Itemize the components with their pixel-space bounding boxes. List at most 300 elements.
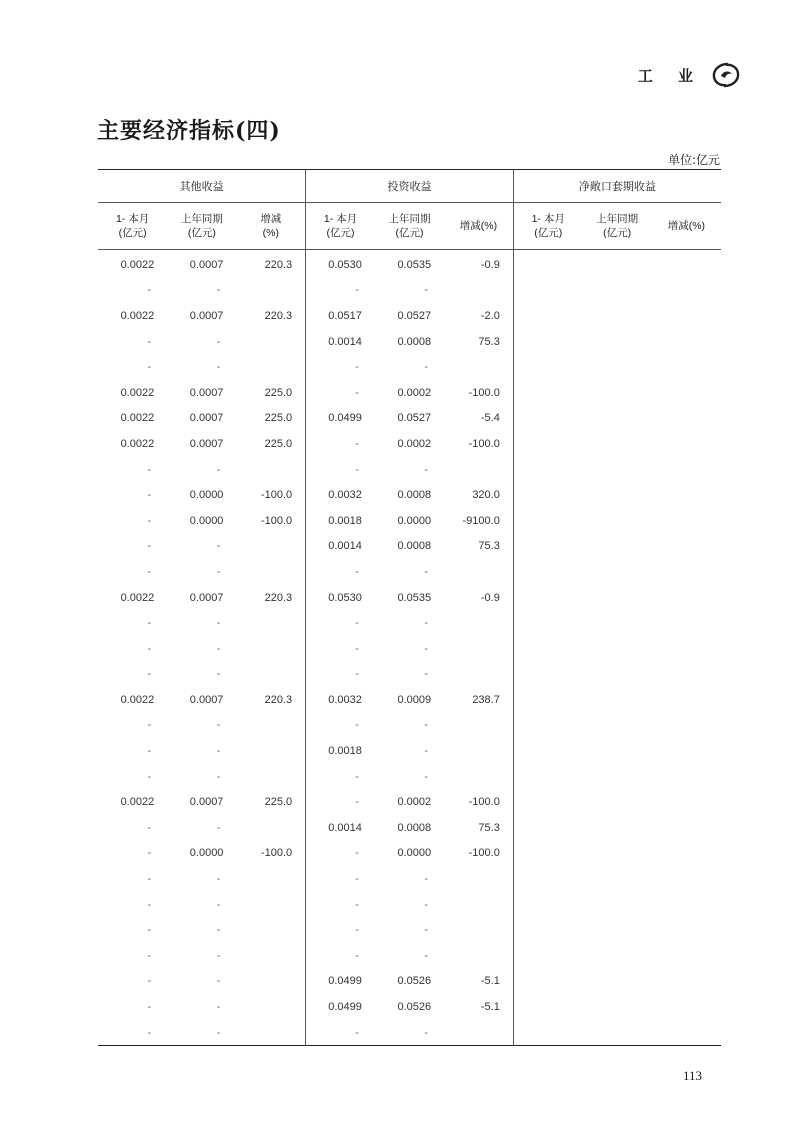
table-cell bbox=[513, 610, 582, 636]
table-cell bbox=[583, 457, 652, 483]
table-row bbox=[98, 841, 721, 867]
table-cell: - bbox=[147, 361, 152, 374]
table-row bbox=[98, 917, 721, 943]
table-cell: - bbox=[216, 284, 221, 297]
table-cell: 0.0018 bbox=[328, 514, 362, 527]
table-cell bbox=[652, 250, 721, 278]
table-cell: 320.0 bbox=[444, 482, 513, 508]
table-cell bbox=[444, 738, 513, 764]
table-cell bbox=[236, 892, 305, 918]
table-cell bbox=[652, 534, 721, 560]
table-cell bbox=[652, 892, 721, 918]
table-row bbox=[98, 406, 721, 432]
table-cell bbox=[513, 662, 582, 688]
table-cell bbox=[513, 559, 582, 585]
table-cell bbox=[652, 329, 721, 355]
table-cell: 238.7 bbox=[444, 687, 513, 713]
table-cell: 0.0022 bbox=[120, 591, 155, 604]
table-cell: 0.0008 bbox=[397, 489, 432, 502]
table-cell bbox=[583, 303, 652, 329]
table-cell bbox=[513, 943, 582, 969]
sub-header-cell: 1- 本月 (亿元) bbox=[306, 203, 375, 250]
table-cell: - bbox=[424, 719, 429, 732]
table-row bbox=[98, 431, 721, 457]
table-row bbox=[98, 969, 721, 995]
table-cell: - bbox=[355, 796, 359, 809]
table-cell bbox=[583, 969, 652, 995]
table-cell: - bbox=[355, 847, 359, 860]
table-cell: 0.0007 bbox=[189, 437, 224, 450]
table-row bbox=[98, 866, 721, 892]
table-cell: - bbox=[147, 770, 152, 783]
sub-header-cell: 1- 本月 (亿元) bbox=[513, 203, 582, 250]
table-cell: 0.0527 bbox=[397, 412, 432, 425]
table-cell: - bbox=[147, 821, 152, 834]
table-cell bbox=[513, 764, 582, 790]
table-cell: - bbox=[147, 284, 152, 297]
table-cell: 0.0014 bbox=[328, 540, 362, 553]
table-cell: 0.0022 bbox=[120, 796, 155, 809]
table-cell bbox=[513, 994, 582, 1020]
table-cell bbox=[444, 354, 513, 380]
table-cell bbox=[583, 559, 652, 585]
table-cell: - bbox=[216, 1001, 221, 1014]
table-cell: - bbox=[355, 617, 359, 630]
table-cell: - bbox=[424, 668, 429, 681]
table-cell: 0.0535 bbox=[397, 591, 432, 604]
table-cell: 0.0002 bbox=[397, 386, 432, 399]
table-cell bbox=[236, 943, 305, 969]
table-cell bbox=[513, 406, 582, 432]
table-cell: 0.0022 bbox=[120, 412, 155, 425]
table-cell bbox=[652, 866, 721, 892]
table-cell: - bbox=[216, 361, 221, 374]
table-row bbox=[98, 380, 721, 406]
table-cell: 0.0022 bbox=[120, 693, 155, 706]
sub-header-cell: 上年同期 (亿元) bbox=[167, 203, 236, 250]
table-cell bbox=[652, 482, 721, 508]
table-cell bbox=[513, 636, 582, 662]
table-cell: 0.0007 bbox=[189, 412, 224, 425]
table-cell bbox=[652, 431, 721, 457]
table-cell bbox=[236, 329, 305, 355]
table-row bbox=[98, 534, 721, 560]
table-cell bbox=[444, 457, 513, 483]
table-cell bbox=[513, 278, 582, 304]
table-cell bbox=[583, 815, 652, 841]
table-cell bbox=[513, 815, 582, 841]
table-row bbox=[98, 354, 721, 380]
table-cell: - bbox=[355, 361, 359, 374]
table-cell bbox=[236, 815, 305, 841]
table-cell bbox=[583, 687, 652, 713]
table-cell: -9100.0 bbox=[444, 508, 513, 534]
table-cell bbox=[652, 789, 721, 815]
table-row bbox=[98, 303, 721, 329]
table-cell: - bbox=[306, 1020, 375, 1046]
table-cell bbox=[652, 406, 721, 432]
table-cell bbox=[444, 278, 513, 304]
table-cell bbox=[236, 662, 305, 688]
table-cell: - bbox=[147, 565, 152, 578]
table-cell bbox=[513, 508, 582, 534]
table-cell bbox=[236, 917, 305, 943]
table-cell: - bbox=[147, 489, 152, 502]
table-cell bbox=[652, 636, 721, 662]
table-cell: - bbox=[216, 719, 221, 732]
table-cell: - bbox=[424, 898, 429, 911]
table-cell bbox=[444, 662, 513, 688]
table-cell: 0.0008 bbox=[397, 821, 432, 834]
table-cell bbox=[583, 610, 652, 636]
table-row bbox=[98, 994, 721, 1020]
table-row bbox=[98, 764, 721, 790]
table-cell bbox=[652, 764, 721, 790]
table-cell bbox=[236, 559, 305, 585]
table-cell: - bbox=[355, 642, 359, 655]
sub-header-row bbox=[98, 203, 721, 250]
table-cell: 0.0007 bbox=[189, 386, 224, 399]
table-cell: - bbox=[355, 719, 359, 732]
table-row bbox=[98, 457, 721, 483]
table-cell bbox=[652, 610, 721, 636]
table-cell bbox=[583, 329, 652, 355]
table-cell: -100.0 bbox=[444, 841, 513, 867]
table-cell: - bbox=[216, 617, 221, 630]
table-cell bbox=[652, 969, 721, 995]
table-cell bbox=[652, 994, 721, 1020]
table-cell bbox=[236, 738, 305, 764]
table-cell: - bbox=[147, 540, 152, 553]
table-cell: - bbox=[167, 1020, 236, 1046]
table-row bbox=[98, 687, 721, 713]
table-cell: 0.0517 bbox=[328, 309, 362, 322]
table-row bbox=[98, 329, 721, 355]
table-cell: - bbox=[424, 745, 429, 758]
table-cell bbox=[583, 534, 652, 560]
table-cell: 220.3 bbox=[236, 585, 305, 611]
table-cell: 0.0000 bbox=[189, 847, 224, 860]
table-cell bbox=[583, 278, 652, 304]
table-cell: 0.0002 bbox=[397, 796, 432, 809]
table-cell bbox=[583, 917, 652, 943]
table-cell: 0.0530 bbox=[328, 258, 362, 271]
table-cell bbox=[236, 866, 305, 892]
table-cell: 0.0022 bbox=[120, 258, 155, 271]
table-cell: 0.0022 bbox=[120, 437, 155, 450]
table-cell bbox=[236, 457, 305, 483]
table-cell: 220.3 bbox=[236, 250, 305, 278]
table-cell: - bbox=[147, 642, 152, 655]
table-cell bbox=[513, 380, 582, 406]
table-cell bbox=[236, 969, 305, 995]
table-cell bbox=[513, 585, 582, 611]
table-cell: - bbox=[147, 975, 152, 988]
table-cell: 0.0007 bbox=[189, 258, 224, 271]
table-cell: - bbox=[216, 898, 221, 911]
table-cell bbox=[652, 713, 721, 739]
table-cell bbox=[236, 713, 305, 739]
table-cell bbox=[444, 1020, 513, 1046]
table-cell: - bbox=[147, 335, 152, 348]
table-cell: - bbox=[216, 975, 221, 988]
table-cell bbox=[583, 738, 652, 764]
table-cell bbox=[444, 943, 513, 969]
table-cell bbox=[513, 329, 582, 355]
table-cell bbox=[236, 994, 305, 1020]
table-cell: -100.0 bbox=[444, 380, 513, 406]
table-row bbox=[98, 815, 721, 841]
table-cell: 0.0022 bbox=[120, 309, 155, 322]
table-cell: -2.0 bbox=[444, 303, 513, 329]
table-cell: - bbox=[216, 565, 221, 578]
table-row bbox=[98, 662, 721, 688]
table-cell bbox=[652, 457, 721, 483]
table-cell: 0.0499 bbox=[328, 412, 362, 425]
table-cell: 220.3 bbox=[236, 687, 305, 713]
table-cell bbox=[513, 789, 582, 815]
table-cell: 75.3 bbox=[444, 329, 513, 355]
table-cell: - bbox=[216, 668, 221, 681]
table-row bbox=[98, 636, 721, 662]
sub-header-cell: 增减 (%) bbox=[236, 203, 305, 250]
table-cell: - bbox=[216, 949, 221, 962]
table-row bbox=[98, 789, 721, 815]
table-cell: 0.0007 bbox=[189, 309, 224, 322]
table-cell bbox=[583, 662, 652, 688]
table-cell: -100.0 bbox=[236, 482, 305, 508]
table-row bbox=[98, 713, 721, 739]
table-cell bbox=[513, 713, 582, 739]
table-row bbox=[98, 278, 721, 304]
table-cell: - bbox=[355, 284, 359, 297]
page-title: 主要经济指标(四) bbox=[97, 118, 281, 144]
table-cell: - bbox=[424, 642, 429, 655]
section-name: 工 业 bbox=[637, 66, 703, 85]
table-cell: - bbox=[424, 924, 429, 937]
table-cell bbox=[652, 662, 721, 688]
sub-header-cell: 上年同期 (亿元) bbox=[375, 203, 444, 250]
table-cell: 0.0526 bbox=[397, 1001, 432, 1014]
table-row bbox=[98, 585, 721, 611]
table-cell: - bbox=[355, 873, 359, 886]
table-cell bbox=[652, 815, 721, 841]
table-cell bbox=[652, 943, 721, 969]
table-cell: 0.0032 bbox=[328, 693, 362, 706]
table-cell: 0.0000 bbox=[189, 489, 224, 502]
group-header-net-hedge-income: 净敞口套期收益 bbox=[513, 170, 721, 203]
table-cell bbox=[583, 841, 652, 867]
table-cell: 0.0535 bbox=[397, 258, 432, 271]
table-cell: - bbox=[216, 335, 221, 348]
table-cell bbox=[652, 278, 721, 304]
table-cell bbox=[236, 278, 305, 304]
table-cell: - bbox=[147, 514, 152, 527]
table-cell bbox=[513, 250, 582, 278]
table-cell: - bbox=[355, 668, 359, 681]
table-cell: 0.0526 bbox=[397, 975, 432, 988]
table-cell bbox=[444, 866, 513, 892]
table-cell bbox=[444, 559, 513, 585]
table-cell bbox=[583, 713, 652, 739]
table-cell: -0.9 bbox=[444, 585, 513, 611]
table-cell: - bbox=[216, 873, 221, 886]
table-cell bbox=[583, 250, 652, 278]
table-cell bbox=[513, 841, 582, 867]
table-cell: - bbox=[216, 745, 221, 758]
table-cell bbox=[652, 585, 721, 611]
table-cell bbox=[652, 380, 721, 406]
table-cell: - bbox=[216, 463, 221, 476]
table-cell bbox=[513, 482, 582, 508]
table-cell: - bbox=[147, 463, 152, 476]
group-header-investment-income: 投资收益 bbox=[306, 170, 514, 203]
table-row bbox=[98, 610, 721, 636]
sub-header-cell: 增减(%) bbox=[652, 203, 721, 250]
table-cell: 0.0007 bbox=[189, 591, 224, 604]
page-number: 113 bbox=[682, 1068, 702, 1083]
table-cell: - bbox=[424, 949, 429, 962]
section-header bbox=[638, 62, 741, 88]
table-cell bbox=[236, 354, 305, 380]
table-cell: -5.1 bbox=[444, 994, 513, 1020]
table-cell bbox=[444, 610, 513, 636]
table-cell: - bbox=[355, 437, 359, 450]
table-cell bbox=[652, 841, 721, 867]
table-cell: - bbox=[424, 617, 429, 630]
table-cell bbox=[652, 303, 721, 329]
table-cell bbox=[513, 303, 582, 329]
table-cell: - bbox=[147, 745, 152, 758]
table-cell: - bbox=[355, 924, 359, 937]
table-row bbox=[98, 559, 721, 585]
table-cell: - bbox=[355, 898, 359, 911]
table-body bbox=[98, 250, 721, 1046]
table-cell: 0.0002 bbox=[397, 437, 432, 450]
table-cell: - bbox=[355, 770, 359, 783]
table-cell: 0.0007 bbox=[189, 693, 224, 706]
group-header-row bbox=[98, 170, 721, 203]
table-cell bbox=[652, 917, 721, 943]
table-cell bbox=[513, 1020, 582, 1046]
table-cell bbox=[513, 457, 582, 483]
table-cell bbox=[652, 738, 721, 764]
table-row bbox=[98, 943, 721, 969]
table-cell bbox=[513, 866, 582, 892]
table-cell bbox=[583, 585, 652, 611]
table-cell: 225.0 bbox=[236, 789, 305, 815]
table-cell: - bbox=[98, 1020, 167, 1046]
table-row bbox=[98, 250, 721, 278]
table-cell: -100.0 bbox=[236, 508, 305, 534]
table-row bbox=[98, 508, 721, 534]
table-cell bbox=[652, 354, 721, 380]
table-cell: - bbox=[355, 949, 359, 962]
table-cell: - bbox=[424, 284, 429, 297]
table-cell bbox=[236, 610, 305, 636]
table-cell bbox=[236, 1020, 305, 1046]
table-cell bbox=[583, 866, 652, 892]
table-cell: 0.0032 bbox=[328, 489, 362, 502]
table-cell bbox=[444, 713, 513, 739]
table-cell: - bbox=[147, 668, 152, 681]
spiral-logo-icon bbox=[711, 62, 741, 88]
table-cell: - bbox=[424, 463, 429, 476]
table-cell: 75.3 bbox=[444, 534, 513, 560]
table-cell bbox=[513, 354, 582, 380]
table-cell: - bbox=[147, 898, 152, 911]
table-cell bbox=[583, 789, 652, 815]
table-cell bbox=[583, 354, 652, 380]
table-cell bbox=[513, 534, 582, 560]
table-cell bbox=[513, 738, 582, 764]
table-cell: 225.0 bbox=[236, 380, 305, 406]
table-cell bbox=[513, 892, 582, 918]
table-cell: 0.0008 bbox=[397, 335, 432, 348]
table-cell: - bbox=[424, 565, 429, 578]
table-cell: 225.0 bbox=[236, 431, 305, 457]
table-row bbox=[98, 482, 721, 508]
table-cell: 0.0014 bbox=[328, 821, 362, 834]
table-cell: 0.0009 bbox=[397, 693, 432, 706]
table-cell: - bbox=[424, 361, 429, 374]
table-cell bbox=[583, 431, 652, 457]
table-cell bbox=[513, 431, 582, 457]
table-cell: - bbox=[147, 847, 152, 860]
table-cell: - bbox=[147, 719, 152, 732]
table-cell: -100.0 bbox=[444, 789, 513, 815]
indicator-table bbox=[98, 169, 721, 1046]
unit-label: 单位:亿元 bbox=[667, 153, 720, 167]
table-cell bbox=[236, 534, 305, 560]
table-cell: - bbox=[355, 386, 359, 399]
table-cell: 0.0018 bbox=[328, 745, 362, 758]
table-cell bbox=[583, 406, 652, 432]
table-cell bbox=[583, 482, 652, 508]
table-cell: 0.0000 bbox=[397, 847, 432, 860]
table-cell: 0.0000 bbox=[397, 514, 432, 527]
table-cell: -5.1 bbox=[444, 969, 513, 995]
table-cell bbox=[583, 892, 652, 918]
table-cell: - bbox=[147, 924, 152, 937]
table-cell: - bbox=[216, 642, 221, 655]
table-cell: 0.0022 bbox=[120, 386, 155, 399]
table-cell: - bbox=[355, 565, 359, 578]
table-cell: - bbox=[216, 770, 221, 783]
table-cell: -100.0 bbox=[236, 841, 305, 867]
table-cell: 225.0 bbox=[236, 406, 305, 432]
table-cell: - bbox=[375, 1020, 444, 1046]
table-cell: - bbox=[424, 770, 429, 783]
table-cell: - bbox=[147, 873, 152, 886]
table-cell bbox=[444, 892, 513, 918]
table-cell bbox=[583, 1020, 652, 1046]
sub-header-cell: 上年同期 (亿元) bbox=[583, 203, 652, 250]
table-cell bbox=[444, 764, 513, 790]
table-cell: 0.0007 bbox=[189, 796, 224, 809]
table-cell: 0.0014 bbox=[328, 335, 362, 348]
table-cell bbox=[513, 969, 582, 995]
table-cell bbox=[652, 1020, 721, 1046]
table-cell bbox=[513, 687, 582, 713]
table-cell bbox=[583, 636, 652, 662]
table-cell: - bbox=[424, 873, 429, 886]
table-cell bbox=[236, 764, 305, 790]
table-cell: -0.9 bbox=[444, 250, 513, 278]
table-cell bbox=[444, 636, 513, 662]
table-cell: - bbox=[216, 821, 221, 834]
table-cell bbox=[583, 943, 652, 969]
